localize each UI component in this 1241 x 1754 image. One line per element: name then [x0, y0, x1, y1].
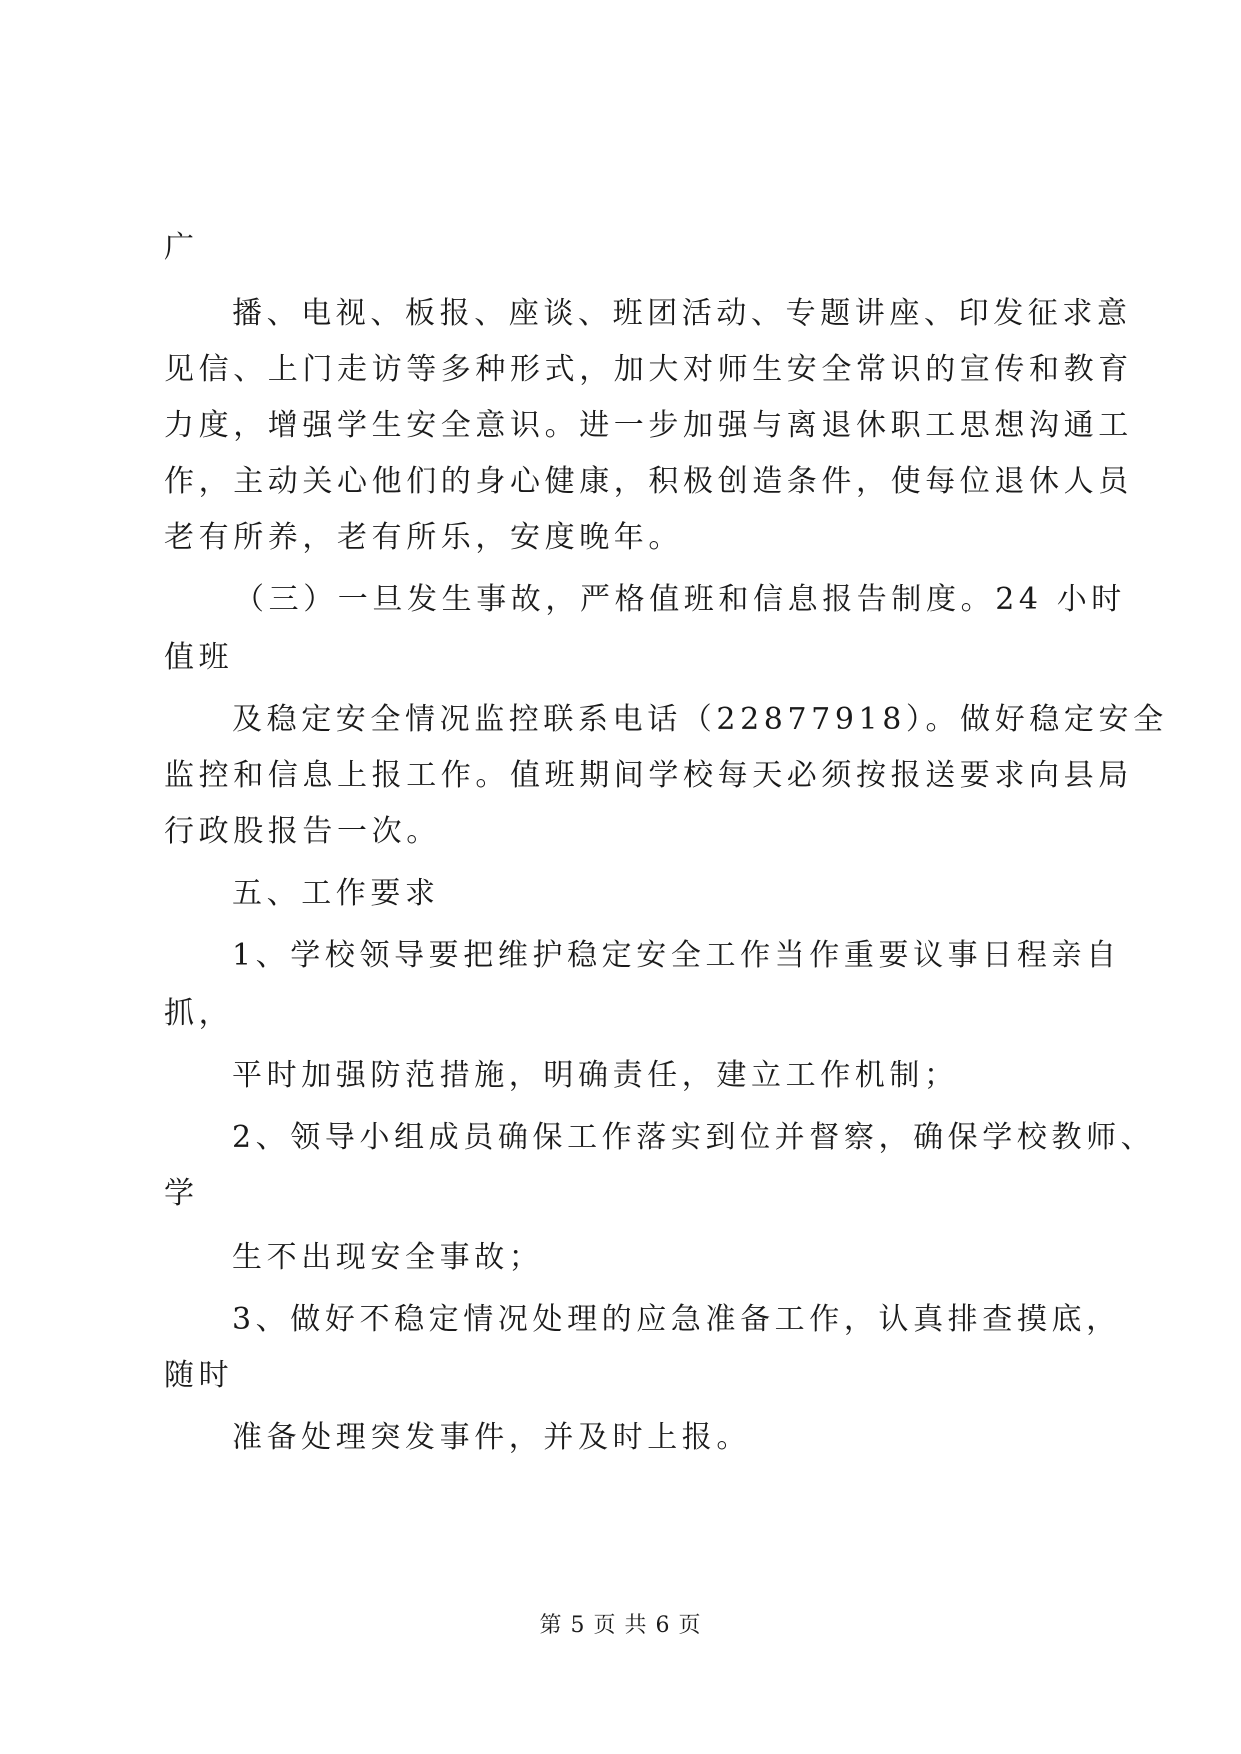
- text-line: 准备处理突发事件，并及时上报。: [232, 1420, 751, 1455]
- text-line: 作，主动关心他们的身心健康，积极创造条件，使每位退休人员: [164, 464, 1133, 499]
- list-item: 2、领导小组成员确保工作落实到位并督察，确保学校教师、: [232, 1120, 1156, 1155]
- text-line: 抓，: [164, 996, 234, 1031]
- section-heading: （三）一旦发生事故，严格值班和信息报告制度。24 小时: [234, 582, 1126, 617]
- text-line: 行政股报告一次。: [164, 814, 441, 849]
- text-line: 力度，增强学生安全意识。进一步加强与离退休职工思想沟通工: [164, 408, 1133, 443]
- text-line: 监控和信息上报工作。值班期间学校每天必须按报送要求向县局: [164, 758, 1133, 793]
- text-line: 见信、上门走访等多种形式，加大对师生安全常识的宣传和教育: [164, 352, 1133, 387]
- text-line: 老有所养，老有所乐，安度晚年。: [164, 520, 683, 555]
- text-line: 生不出现安全事故；: [232, 1240, 544, 1275]
- text-line: 播、电视、板报、座谈、班团活动、专题讲座、印发征求意: [232, 296, 1132, 331]
- text-line: 广: [164, 230, 199, 265]
- list-item: 1、学校领导要把维护稳定安全工作当作重要议事日程亲自: [232, 938, 1121, 973]
- text-line: 随时: [164, 1358, 234, 1393]
- page-footer: 第 5 页 共 6 页: [539, 1613, 702, 1638]
- list-item: 3、做好不稳定情况处理的应急准备工作，认真排查摸底，: [232, 1302, 1121, 1337]
- text-line: 及稳定安全情况监控联系电话（22877918）。做好稳定安全: [232, 702, 1168, 737]
- text-line: 学: [164, 1176, 199, 1211]
- text-line: 值班: [164, 640, 234, 675]
- section-heading: 五、工作要求: [232, 876, 440, 911]
- text-line: 平时加强防范措施，明确责任，建立工作机制；: [232, 1058, 959, 1093]
